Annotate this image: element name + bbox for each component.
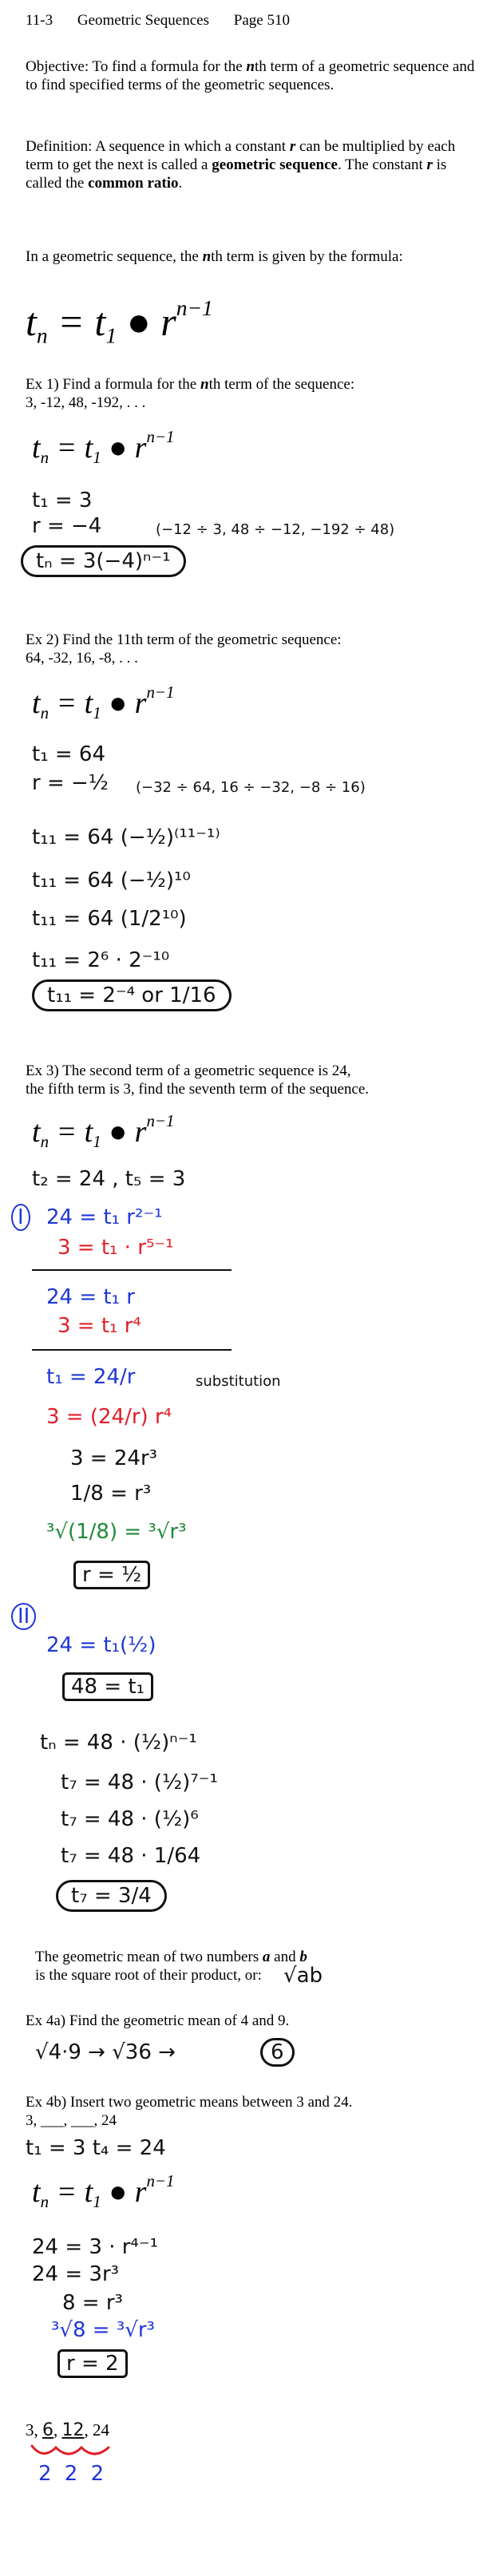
ex4b-work-step2: 24 = 3r³ xyxy=(32,2262,120,2286)
ex3-work-cube-root: ³√(1/8) = ³√r³ xyxy=(46,1520,187,1544)
ex1-formula: $t_n = t_1$ ● $r^{n-1}$ xyxy=(32,427,175,468)
geo-mean-formula: √ab xyxy=(283,1964,323,1988)
ex4b-ratio-arcs xyxy=(29,2439,148,2463)
page-header xyxy=(26,11,481,30)
ex1-answer: tₙ = 3(−4)ⁿ⁻¹ xyxy=(21,549,186,573)
ex3-work-eq2-simplified: 3 = t₁ r⁴ xyxy=(57,1314,141,1338)
ex1-work-ratios: (−12 ÷ 3, 48 ÷ −12, −192 ÷ 48) xyxy=(156,521,395,538)
ex3-roman-two: II xyxy=(11,1605,36,1628)
page-number: Page 510 xyxy=(233,12,290,29)
ex4b-work-step3: 8 = r³ xyxy=(62,2291,123,2315)
definition-text: Definition: A sequence in which a constant r can be multiplied by each term to get the next is called a geometric sequence. The constant r is called the common ratio. xyxy=(26,138,456,192)
ex3-work-general: tₙ = 48 · (½)ⁿ⁻¹ xyxy=(40,1731,197,1755)
ex3-roman-one: I xyxy=(11,1205,30,1229)
ex3-work-t7-step1: t₇ = 48 · (½)⁷⁻¹ xyxy=(61,1771,218,1794)
ex4b-sequence-answer: 3, 6, 12, 24 xyxy=(26,2420,109,2440)
ex2-work-step3: t₁₁ = 64 (1/2¹⁰) xyxy=(32,907,187,931)
ex3-work-given: t₂ = 24 , t₅ = 3 xyxy=(32,1167,186,1191)
objective-text: Objective: To find a formula for the nth term of a geometric sequence and to find specified terms of the geometric sequences. xyxy=(26,58,475,93)
ex3-work-t7-step2: t₇ = 48 · (½)⁶ xyxy=(61,1807,199,1831)
ex4b-work-r-answer: r = 2 xyxy=(57,2352,128,2376)
ex3-work-r-answer: r = ½ xyxy=(73,1563,150,1587)
ex3-work-solve-t1: t₁ = 24/r xyxy=(46,1365,136,1389)
ex2-formula: $t_n = t_1$ ● $r^{n-1}$ xyxy=(32,683,175,723)
ex4b-work-step1: 24 = 3 · r⁴⁻¹ xyxy=(32,2235,158,2259)
ex3-formula: $t_n = t_1$ ● $r^{n-1}$ xyxy=(32,1111,175,1152)
ex3-work-eq2: 3 = t₁ · r⁵⁻¹ xyxy=(57,1236,174,1260)
ex3-divider-1 xyxy=(32,1269,232,1271)
ex3-work-step-a: 3 = 24r³ xyxy=(70,1446,158,1470)
ex1-work-t1: t₁ = 3 xyxy=(32,489,93,512)
ex2-answer: t₁₁ = 2⁻⁴ or 1/16 xyxy=(32,983,232,1007)
ex3-work-step-b: 1/8 = r³ xyxy=(70,1482,152,1506)
nth-term-intro: In a geometric sequence, the nth term is given by the formula: xyxy=(26,248,403,265)
ex4b-ratios: 2 2 2 xyxy=(38,2462,108,2486)
ex3-work-substituted: 3 = (24/r) r⁴ xyxy=(46,1405,172,1429)
ex1-work-r: r = −4 xyxy=(32,514,102,538)
ex3-work-t1-sub: 24 = t₁(½) xyxy=(46,1633,156,1657)
section-number: 11-3 xyxy=(26,12,53,29)
ex4a-work: √4·9 → √36 → xyxy=(35,2040,176,2064)
ex2-work-step4: t₁₁ = 2⁶ · 2⁻¹⁰ xyxy=(32,948,170,972)
ex3-work-eq1-simplified: 24 = t₁ r xyxy=(46,1285,135,1309)
ex2-work-ratios: (−32 ÷ 64, 16 ÷ −32, −8 ÷ 16) xyxy=(136,779,366,796)
ex3-work-eq1: 24 = t₁ r²⁻¹ xyxy=(46,1205,163,1229)
general-formula: $t_n = t_1$ ● $r^{n-1}$ xyxy=(26,295,213,348)
ex3-work-t7-step3: t₇ = 48 · 1/64 xyxy=(61,1844,201,1868)
ex3-work-t1-answer: 48 = t₁ xyxy=(62,1675,153,1699)
section-title: Geometric Sequences xyxy=(77,12,210,29)
ex2-question: Ex 2) Find the 11th term of the geometric sequence: 64, -32, 16, -8, . . . xyxy=(26,631,342,667)
ex1-question: Ex 1) Find a formula for the nth term of the sequence: 3, -12, 48, -192, . . . xyxy=(26,376,355,411)
ex4b-work-given: t₁ = 3 t₄ = 24 xyxy=(26,2136,166,2160)
ex3-question: Ex 3) The second term of a geometric sequence is 24, the fifth term is 3, find the seventh term of the sequence. xyxy=(26,1062,370,1098)
ex4b-question: Ex 4b) Insert two geometric means between 3 and 24. 3, ___, ___, 24 xyxy=(26,2094,353,2129)
ex2-work-t1: t₁ = 64 xyxy=(32,742,106,766)
ex3-work-substitution-note: substitution xyxy=(196,1373,281,1390)
ex2-work-r: r = −½ xyxy=(32,771,109,795)
ex2-work-step2: t₁₁ = 64 (−½)¹⁰ xyxy=(32,869,191,892)
ex3-divider-2 xyxy=(32,1349,232,1351)
ex2-work-step1: t₁₁ = 64 (−½)⁽¹¹⁻¹⁾ xyxy=(32,825,220,849)
ex4b-formula: $t_n = t_1$ ● $r^{n-1}$ xyxy=(32,2171,175,2212)
ex4b-work-cube-root: ³√8 = ³√r³ xyxy=(51,2318,155,2342)
ex3-answer: t₇ = 3/4 xyxy=(56,1884,167,1908)
geo-mean-definition: The geometric mean of two numbers a and b is the square root of their product, or: xyxy=(35,1949,307,1984)
ex4a-question: Ex 4a) Find the geometric mean of 4 and 9. xyxy=(26,2012,290,2029)
ex4a-answer: 6 xyxy=(260,2040,295,2064)
